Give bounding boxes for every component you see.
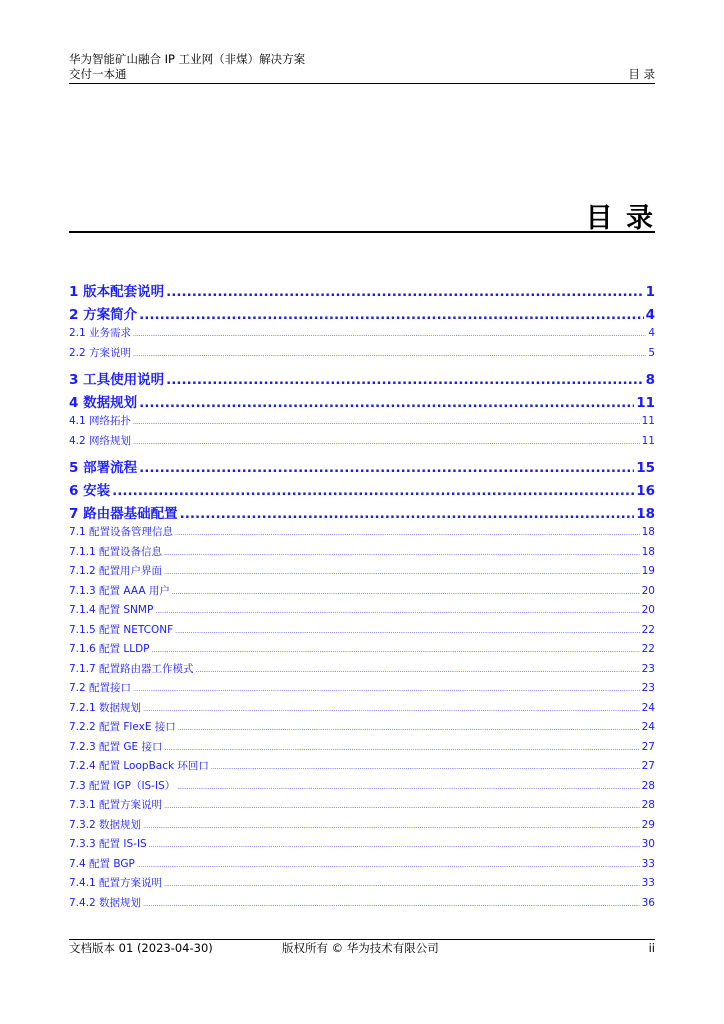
toc-page-number: 18	[641, 545, 655, 558]
toc-dot-leader	[133, 345, 646, 365]
document-subtitle: 交付一本通	[69, 67, 127, 81]
toc-section-link[interactable]	[69, 601, 655, 621]
toc-page-number: 18	[636, 506, 655, 522]
toc-dot-leader	[112, 483, 634, 499]
toc-section-link[interactable]	[69, 324, 655, 344]
toc-dot-leader	[178, 719, 640, 739]
title-divider	[69, 231, 655, 233]
toc-dot-leader	[139, 307, 644, 323]
toc-entry-label: 7.4 配置 BGP	[69, 857, 135, 870]
header-section-name: 目 录	[628, 67, 655, 81]
toc-page-number: 4	[645, 307, 655, 323]
toc-section-link[interactable]	[69, 679, 655, 699]
toc-page-number: 4	[648, 327, 655, 339]
toc-entry-label: 7.1.2 配置用户界面	[69, 565, 163, 577]
toc-entry-label: 7.2.2 配置 FlexE 接口	[69, 721, 176, 733]
footer-divider	[69, 939, 655, 940]
toc-page-number: 29	[641, 818, 655, 831]
toc-dot-leader	[133, 413, 640, 433]
toc-dot-leader	[152, 641, 640, 661]
toc-dot-leader	[175, 622, 639, 642]
toc-page-number: 18	[641, 526, 655, 538]
toc-chapter-link[interactable]	[69, 368, 655, 386]
toc-entry-label: 7 路由器基础配置	[69, 506, 178, 522]
toc-page-number: 27	[641, 740, 655, 753]
toc-page-number: 23	[641, 662, 655, 675]
table-of-contents	[69, 280, 655, 913]
toc-dot-leader	[164, 544, 640, 564]
toc-entry-label: 7.1.7 配置路由器工作模式	[69, 662, 194, 675]
toc-page-number: 5	[648, 346, 655, 359]
toc-entry-label: 6 安装	[69, 483, 111, 499]
toc-entry-label: 7.3.2 数据规划	[69, 818, 142, 831]
toc-dot-leader	[143, 817, 640, 837]
toc-chapter-link[interactable]	[69, 303, 655, 321]
toc-page-number: 1	[645, 284, 655, 300]
toc-entry-label: 3 工具使用说明	[69, 372, 165, 388]
toc-dot-leader	[137, 856, 640, 876]
toc-page-number: 33	[641, 877, 655, 889]
toc-dot-leader	[139, 395, 634, 411]
toc-chapter-link[interactable]	[69, 456, 655, 474]
toc-dot-leader	[196, 661, 640, 681]
toc-section-link[interactable]	[69, 699, 655, 719]
toc-section-link[interactable]	[69, 816, 655, 836]
toc-page-number: 33	[641, 857, 655, 870]
toc-section-link[interactable]	[69, 543, 655, 563]
toc-page-number: 20	[641, 584, 655, 597]
toc-dot-leader	[133, 680, 640, 700]
toc-entry-label: 7.2 配置接口	[69, 682, 132, 694]
toc-entry-label: 7.3.1 配置方案说明	[69, 799, 163, 811]
toc-entry-label: 2 方案简介	[69, 307, 138, 323]
toc-page-number: 24	[641, 701, 655, 714]
toc-dot-leader	[166, 372, 644, 388]
toc-dot-leader	[139, 460, 634, 476]
toc-section-link[interactable]	[69, 894, 655, 914]
toc-section-link[interactable]	[69, 796, 655, 816]
toc-section-link[interactable]	[69, 523, 655, 543]
toc-page-number: 22	[641, 623, 655, 636]
toc-page-number: 23	[641, 682, 655, 694]
toc-dot-leader	[133, 433, 640, 453]
toc-entry-label: 7.3 配置 IGP（IS-IS）	[69, 779, 176, 792]
toc-page-number: 16	[636, 483, 655, 499]
toc-page-number: 8	[645, 372, 655, 388]
toc-chapter-link[interactable]	[69, 280, 655, 298]
toc-page-number: 22	[641, 643, 655, 655]
toc-section-link[interactable]	[69, 432, 655, 452]
toc-dot-leader	[133, 325, 646, 345]
toc-entry-label: 4 数据规划	[69, 395, 138, 411]
toc-dot-leader	[164, 875, 640, 895]
toc-entry-label: 7.1.5 配置 NETCONF	[69, 623, 174, 636]
toc-section-link[interactable]	[69, 412, 655, 432]
toc-dot-leader	[175, 524, 640, 544]
toc-section-link[interactable]	[69, 874, 655, 894]
toc-section-link[interactable]	[69, 777, 655, 797]
page-number: ii	[648, 941, 655, 955]
toc-page-number: 11	[636, 395, 655, 411]
toc-dot-leader	[164, 563, 640, 583]
toc-entry-label: 7.1.1 配置设备信息	[69, 545, 163, 558]
toc-dot-leader	[149, 836, 640, 856]
toc-dot-leader	[143, 700, 640, 720]
header-line-2	[69, 67, 655, 82]
toc-section-link[interactable]	[69, 660, 655, 680]
toc-entry-label: 2.2 方案说明	[69, 346, 132, 359]
toc-section-link[interactable]	[69, 738, 655, 758]
toc-page-number: 30	[641, 838, 655, 850]
toc-entry-label: 1 版本配套说明	[69, 284, 165, 300]
toc-section-link[interactable]	[69, 757, 655, 777]
toc-page-number: 28	[641, 799, 655, 811]
toc-page-number: 36	[641, 896, 655, 909]
toc-entry-label: 7.1 配置设备管理信息	[69, 526, 174, 538]
toc-page-number: 27	[641, 760, 655, 772]
page-header	[69, 52, 655, 82]
toc-dot-leader	[211, 758, 640, 778]
toc-dot-leader	[164, 797, 640, 817]
toc-dot-leader	[155, 602, 639, 622]
toc-page-number: 11	[641, 415, 655, 427]
toc-entry-label: 7.1.3 配置 AAA 用户	[69, 584, 170, 597]
page-title: 目 录	[585, 203, 655, 234]
document-version: 文档版本 01 (2023-04-30)	[69, 941, 213, 955]
toc-page-number: 15	[636, 460, 655, 476]
toc-page-number: 20	[641, 604, 655, 616]
toc-dot-leader	[177, 778, 639, 798]
toc-entry-label: 7.4.1 配置方案说明	[69, 877, 163, 889]
toc-dot-leader	[143, 895, 640, 915]
toc-entry-label: 7.1.6 配置 LLDP	[69, 643, 150, 655]
toc-page-number: 19	[641, 565, 655, 577]
toc-chapter-link[interactable]	[69, 502, 655, 520]
toc-section-link[interactable]	[69, 640, 655, 660]
toc-chapter-link[interactable]	[69, 479, 655, 497]
header-divider	[69, 83, 655, 84]
toc-entry-label: 7.1.4 配置 SNMP	[69, 604, 154, 616]
toc-entry-label: 7.3.3 配置 IS-IS	[69, 838, 147, 850]
toc-section-link[interactable]	[69, 718, 655, 738]
toc-page-number: 28	[641, 779, 655, 792]
toc-entry-label: 2.1 业务需求	[69, 327, 132, 339]
toc-section-link[interactable]	[69, 855, 655, 875]
toc-entry-label: 5 部署流程	[69, 460, 138, 476]
toc-entry-label: 7.2.1 数据规划	[69, 701, 142, 714]
toc-dot-leader	[166, 284, 644, 300]
toc-page-number: 11	[641, 434, 655, 447]
toc-section-link[interactable]	[69, 582, 655, 602]
toc-dot-leader	[165, 739, 640, 759]
toc-chapter-link[interactable]	[69, 391, 655, 409]
toc-entry-label: 4.2 网络规划	[69, 434, 132, 447]
toc-section-link[interactable]	[69, 562, 655, 582]
document-title: 华为智能矿山融合 IP 工业网（非煤）解决方案	[69, 52, 306, 66]
toc-dot-leader	[180, 506, 635, 522]
toc-section-link[interactable]	[69, 835, 655, 855]
toc-entry-label: 7.2.4 配置 LoopBack 环回口	[69, 760, 209, 772]
toc-entry-label: 4.1 网络拓扑	[69, 415, 132, 427]
toc-entry-label: 7.4.2 数据规划	[69, 896, 142, 909]
toc-dot-leader	[172, 583, 640, 603]
toc-section-link[interactable]	[69, 621, 655, 641]
toc-entry-label: 7.2.3 配置 GE 接口	[69, 740, 163, 753]
toc-page-number: 24	[641, 721, 655, 733]
copyright-notice: 版权所有 © 华为技术有限公司	[282, 941, 439, 955]
toc-section-link[interactable]	[69, 344, 655, 364]
